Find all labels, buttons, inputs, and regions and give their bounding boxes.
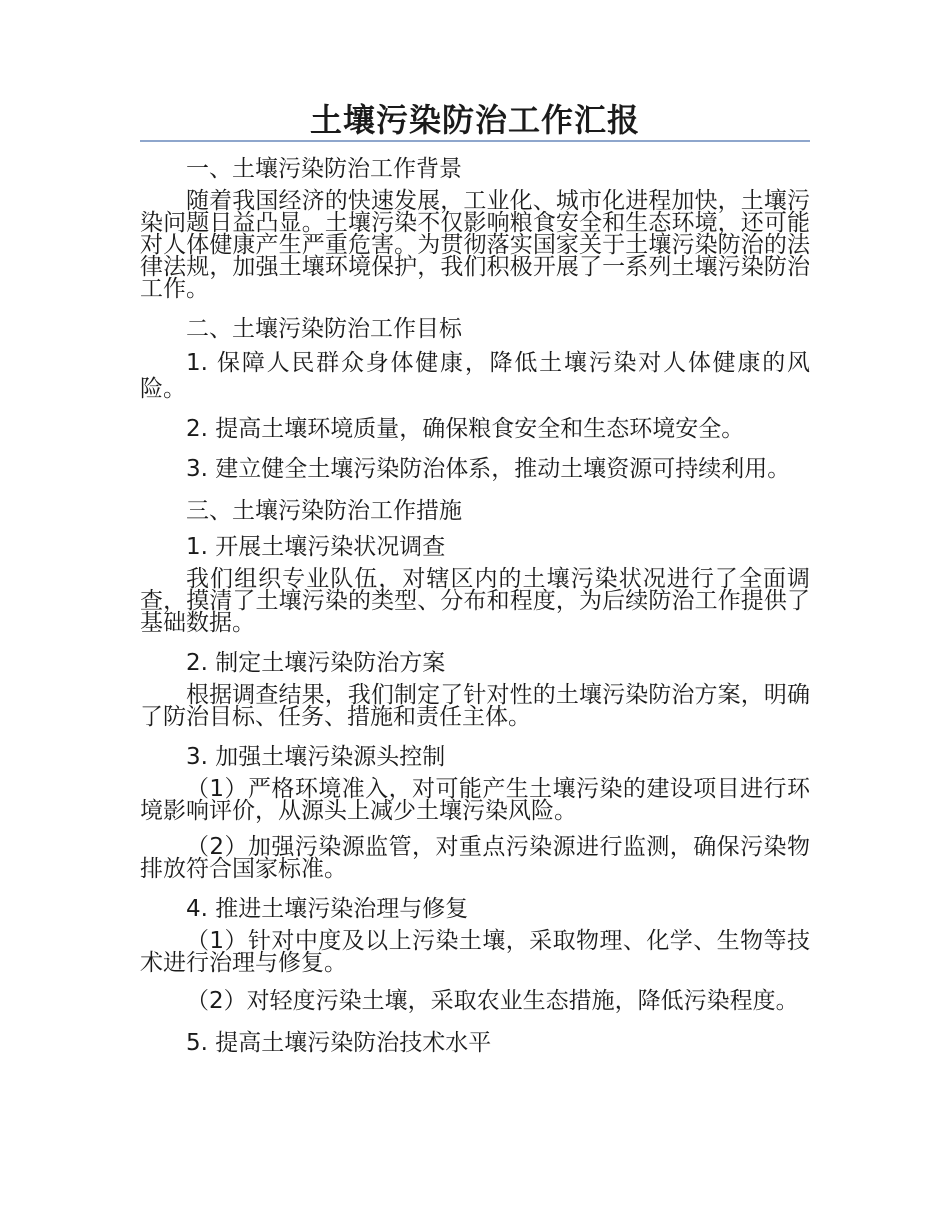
section-heading-goals: 二、土壤污染防治工作目标 bbox=[186, 316, 462, 342]
title-underline bbox=[140, 140, 810, 142]
measure-4-item-1: （1）针对中度及以上污染土壤，采取物理、化学、生物等技术进行治理与修复。 bbox=[140, 928, 810, 976]
measure-heading-4: 4. 推进土壤污染治理与修复 bbox=[186, 896, 469, 922]
goal-item-2: 2. 提高土壤环境质量，确保粮食安全和生态环境安全。 bbox=[186, 416, 745, 442]
measure-4-item-2: （2）对轻度污染土壤，采取农业生态措施，降低污染程度。 bbox=[186, 988, 799, 1014]
measure-paragraph-1: 我们组织专业队伍，对辖区内的土壤污染状况进行了全面调查，摸清了土壤污染的类型、分布和程度，为后续防治工作提供了基础数据。 bbox=[140, 566, 810, 636]
section-heading-measures: 三、土壤污染防治工作措施 bbox=[186, 498, 462, 524]
document-title: 土壤污染防治工作汇报 bbox=[309, 101, 640, 139]
section-heading-background: 一、土壤污染防治工作背景 bbox=[186, 156, 462, 182]
measure-paragraph-2: 根据调查结果，我们制定了针对性的土壤污染防治方案，明确了防治目标、任务、措施和责任主体。 bbox=[140, 682, 810, 730]
measure-heading-2: 2. 制定土壤污染防治方案 bbox=[186, 650, 446, 676]
measure-heading-5: 5. 提高土壤污染防治技术水平 bbox=[186, 1030, 492, 1056]
document-page bbox=[140, 100, 810, 1064]
measure-3-item-1: （1）严格环境准入，对可能产生土壤污染的建设项目进行环境影响评价，从源头上减少土壤污染风险。 bbox=[140, 776, 810, 824]
goal-item-3: 3. 建立健全土壤污染防治体系，推动土壤资源可持续利用。 bbox=[186, 456, 791, 482]
measure-heading-1: 1. 开展土壤污染状况调查 bbox=[186, 534, 446, 560]
paragraph-background: 随着我国经济的快速发展，工业化、城市化进程加快，土壤污染问题日益凸显。土壤污染不仅影响粮食安全和生态环境，还可能对人体健康产生严重危害。为贯彻落实国家关于土壤污染防治的法律法规，加强土壤环境保护，我们积极开展了一系列土壤污染防治工作。 bbox=[140, 188, 810, 302]
measure-heading-3: 3. 加强土壤污染源头控制 bbox=[186, 744, 446, 770]
goal-item-1: 1. 保障人民群众身体健康，降低土壤污染对人体健康的风险。 bbox=[140, 350, 810, 402]
measure-3-item-2: （2）加强污染源监管，对重点污染源进行监测，确保污染物排放符合国家标准。 bbox=[140, 834, 810, 882]
